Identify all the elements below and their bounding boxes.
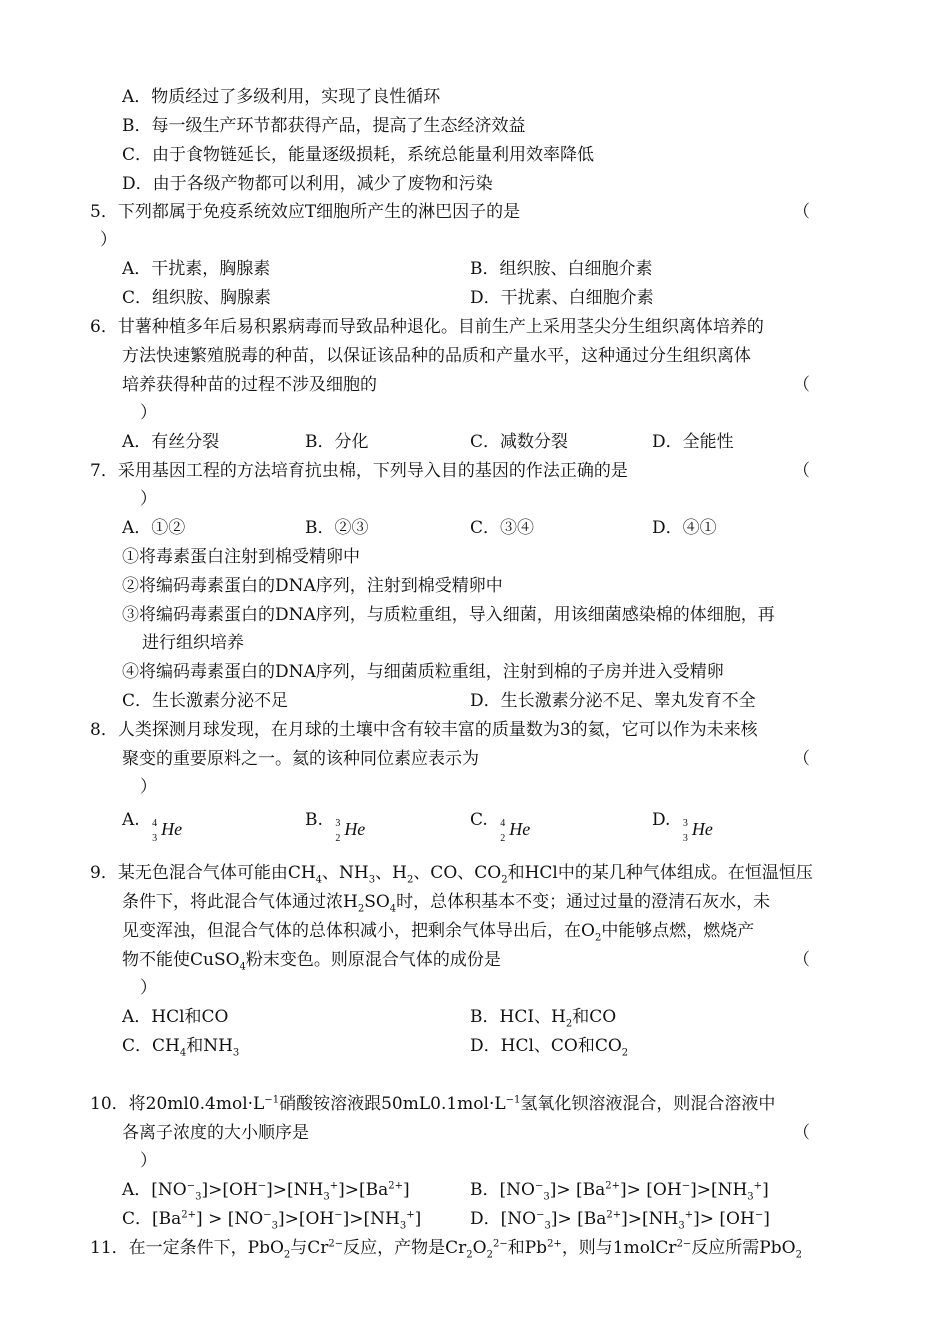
q10-option-b: B．$[NO^-_3]> [Ba^{2+}]> [OH^-]>[NH_3^+]$ <box>470 1180 769 1203</box>
q6-answer-paren-close: ） <box>140 403 157 423</box>
q10-answer-paren-close: ） <box>140 1151 157 1171</box>
q7-option-d: D．④① <box>652 518 717 538</box>
q5-stem: 5．下列都属于免疫系统效应T细胞所产生的淋巴因子的是 <box>90 202 521 222</box>
q8-option-a-symbol: He <box>161 819 183 839</box>
q8-option-c-mass: 4 <box>500 818 506 829</box>
q6-stem-line3: 培养获得种苗的过程不涉及细胞的 <box>122 375 377 395</box>
q8-option-c <box>470 808 531 844</box>
q4-option-a: A．物质经过了多级利用，实现了良性循环 <box>122 87 441 107</box>
q8-option-a <box>122 808 183 844</box>
q9-option-d: D．HCl、CO和$CO_2$ <box>470 1036 629 1059</box>
q8-option-a-isotope <box>152 818 183 844</box>
q9-stem-line4: 物不能使CuSO$_4$粉末变色。则原混合气体的成份是 <box>122 950 501 973</box>
q8-answer-paren-open: （ <box>793 749 810 769</box>
q6-option-c: C．减数分裂 <box>470 432 569 452</box>
q10-option-d: D．$[NO^-_3]> [Ba^{2+}]>[NH_3^+]> [OH^-]$ <box>470 1209 770 1232</box>
q8-option-c-isotope <box>500 818 531 844</box>
q10-option-a: A．$[NO^-_3]>[OH^-]>[NH_3^+]>[Ba^{2+}]$ <box>122 1180 410 1203</box>
q9-answer-paren-open: （ <box>793 950 810 970</box>
q7-extra-option-d: D．生长激素分泌不足、睾丸发育不全 <box>470 691 756 711</box>
q7-stem: 7．采用基因工程的方法培育抗虫棉，下列导入目的基因的作法正确的是 <box>90 461 628 481</box>
q5-answer-paren-close: ） <box>100 230 117 250</box>
q5-option-c: C．组织胺、胸腺素 <box>122 288 272 308</box>
q8-option-b-label: B. <box>305 810 323 830</box>
q8-option-a-label: A. <box>122 810 140 830</box>
q7-item-3-line2: 进行组织培养 <box>142 633 244 653</box>
q9-option-a: A．HCl和CO <box>122 1007 229 1027</box>
q5-option-a: A．干扰素，胸腺素 <box>122 259 271 279</box>
q8-option-c-symbol: He <box>509 819 531 839</box>
q8-option-d-isotope <box>682 818 713 844</box>
q9-answer-paren-close: ） <box>140 978 157 998</box>
q10-stem-line2: 各离子浓度的大小顺序是 <box>122 1123 309 1143</box>
q5-option-d: D．干扰素、白细胞介素 <box>470 288 654 308</box>
q5-option-b: B．组织胺、白细胞介素 <box>470 259 653 279</box>
q7-item-3-line1: ③将编码毒素蛋白的DNA序列，与质粒重组，导入细菌，用该细菌感染棉的体细胞，再 <box>122 605 775 625</box>
q4-option-c: C．由于食物链延长，能量逐级损耗，系统总能量利用效率降低 <box>122 145 595 165</box>
q9-option-c: C．$CH_4$和$NH_3$ <box>122 1036 240 1059</box>
q8-stem-line2: 聚变的重要原料之一。氦的该种同位素应表示为 <box>122 749 479 769</box>
q4-option-b: B．每一级生产环节都获得产品，提高了生态经济效益 <box>122 116 526 136</box>
q7-item-2: ②将编码毒素蛋白的DNA序列，注射到棉受精卵中 <box>122 576 503 596</box>
q8-option-b-atomic-number: 2 <box>335 833 341 844</box>
q8-option-b-isotope <box>335 818 366 844</box>
q5-answer-paren-open: （ <box>793 202 810 222</box>
q8-option-d-label: D. <box>652 810 671 830</box>
q6-stem-line1: 6．甘薯种植多年后易积累病毒而导致品种退化。目前生产上采用茎尖分生组织离体培养的 <box>90 317 764 337</box>
q8-option-d <box>652 808 713 844</box>
q6-stem-line2: 方法快速繁殖脱毒的种苗，以保证该品种的品质和产量水平，这种通过分生组织离体 <box>122 346 751 366</box>
q11-stem-line1: 11．在一定条件下，PbO$_2$与$Cr^{2-}$反应，产物是$Cr_2O_2^{2-}$和$Pb^{2+}$，则与1molCr$^{2-}$反应所需PbO$_2$ <box>90 1238 802 1261</box>
q8-option-d-atomic-number: 3 <box>682 833 688 844</box>
q7-option-a: A．①② <box>122 518 186 538</box>
q7-answer-paren-open: （ <box>793 461 810 481</box>
q10-stem-line1: 10．将$20ml0.4mol\cdot L^{-1}$硝酸铵溶液跟$50mL0.1mol\cdot L^{-1}$氢氧化钡溶液混合，则混合溶液中 <box>90 1094 776 1114</box>
q8-option-c-atomic-number: 2 <box>500 833 506 844</box>
q8-option-a-mass: 4 <box>152 818 158 829</box>
q10-option-c: C．$[Ba^{2+}] > [NO^-_3]>[OH^-]>[NH_3^+]$ <box>122 1209 422 1232</box>
q8-option-a-atomic-number: 3 <box>152 833 158 844</box>
q7-item-4: ④将编码毒素蛋白的DNA序列，与细菌质粒重组，注射到棉的子房并进入受精卵 <box>122 662 724 682</box>
q8-option-d-symbol: He <box>691 819 713 839</box>
q4-option-d: D．由于各级产物都可以利用，减少了废物和污染 <box>122 174 493 194</box>
q8-option-c-label: C. <box>470 810 488 830</box>
q9-stem-line1: 9．某无色混合气体可能由$CH_4$、$NH_3$、$H_2$、CO、$CO_2$和HCl中的某几种气体组成。在恒温恒压 <box>90 863 813 886</box>
q7-answer-paren-close: ） <box>140 489 157 509</box>
q8-option-b-symbol: He <box>344 819 366 839</box>
q9-stem-line3: 见变浑浊，但混合气体的总体积减小，把剩余气体导出后，在$O_2$中能够点燃，燃烧产 <box>122 921 755 944</box>
q8-answer-paren-close: ） <box>140 777 157 797</box>
q6-option-a: A．有丝分裂 <box>122 432 220 452</box>
q6-option-d: D．全能性 <box>652 432 734 452</box>
q9-stem-line2: 条件下，将此混合气体通过浓$H_2SO_4$时，总体积基本不变；通过过量的澄清石灰水，未 <box>122 892 771 915</box>
q7-option-b: B．②③ <box>305 518 369 538</box>
q7-item-1: ①将毒素蛋白注射到棉受精卵中 <box>122 547 360 567</box>
q8-option-d-mass: 3 <box>682 818 688 829</box>
q8-option-b-mass: 3 <box>335 818 341 829</box>
q8-option-b <box>305 808 366 844</box>
q6-option-b: B．分化 <box>305 432 369 452</box>
q9-option-b: B．HCI、$H_2$和CO <box>470 1007 617 1030</box>
q7-option-c: C．③④ <box>470 518 535 538</box>
q7-extra-option-c: C．生长激素分泌不足 <box>122 691 289 711</box>
q8-stem-line1: 8．人类探测月球发现，在月球的土壤中含有较丰富的质量数为3的氦，它可以作为未来核 <box>90 720 758 740</box>
q6-answer-paren-open: （ <box>793 375 810 395</box>
q10-answer-paren-open: （ <box>793 1123 810 1143</box>
